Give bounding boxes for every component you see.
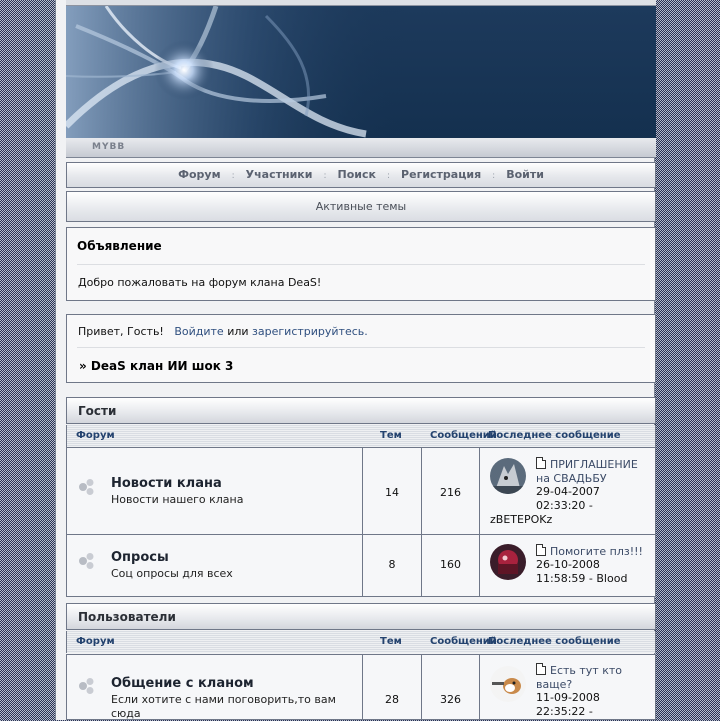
col-last-post: Последнее сообщение — [488, 636, 621, 647]
nav-separator: : — [387, 171, 391, 181]
post-icon — [536, 663, 546, 675]
forum-title-link[interactable]: Общение с кланом — [111, 676, 254, 691]
col-forum: Форум — [76, 636, 115, 647]
wolf-avatar[interactable] — [490, 458, 526, 494]
post-icon — [536, 544, 546, 556]
posts-count: 216 — [440, 486, 461, 499]
posts-count: 326 — [440, 693, 461, 706]
forum-status-icon — [78, 478, 96, 496]
nav-login[interactable]: Войти — [506, 168, 544, 181]
forum-title-link[interactable]: Новости клана — [111, 476, 222, 491]
forum-description: Новости нашего клана — [111, 493, 244, 506]
main-navigation — [66, 162, 656, 188]
col-last-post: Последнее сообщение — [488, 430, 621, 441]
topics-count: 8 — [388, 558, 396, 571]
post-icon — [536, 457, 546, 469]
last-post-title[interactable]: ПРИГЛАШЕНИЕ на СВАДЬБУ — [536, 458, 638, 485]
forum-name-cell — [67, 655, 363, 719]
col-posts: Сообщений — [430, 636, 497, 647]
last-post-date-text: 26-10-2008 11:58:59 - — [536, 558, 600, 585]
active-topics-link[interactable]: Активные темы — [315, 200, 407, 213]
column-headers — [66, 425, 656, 447]
welcome-divider — [77, 347, 645, 348]
topics-count-cell — [363, 655, 422, 719]
posts-count-cell — [422, 448, 480, 534]
col-topics: Тем — [380, 636, 402, 647]
login-link[interactable]: Войдите — [174, 325, 224, 338]
forum-logo-text: MYBB — [92, 142, 126, 152]
nav-forum[interactable]: Форум — [178, 168, 221, 181]
last-post-cell — [480, 535, 655, 596]
forum-row — [66, 535, 656, 597]
announcement-title: Объявление — [77, 239, 162, 253]
forum-row — [66, 447, 656, 535]
last-post-author[interactable]: Blood — [596, 572, 628, 585]
forum-breadcrumb[interactable]: » DeaS клан ИИ шок 3 — [79, 359, 234, 373]
col-topics: Тем — [380, 430, 402, 441]
announcement-text: Добро пожаловать на форум клана DeaS! — [78, 276, 322, 289]
welcome-box — [66, 314, 656, 383]
forum-title-link[interactable]: Опросы — [111, 550, 169, 565]
register-link[interactable]: зарегистрируйтесь. — [252, 325, 368, 338]
forum-description: Если хотите с нами поговорить,то вам сюда — [111, 693, 336, 720]
topics-count-cell — [363, 535, 422, 596]
nav-register[interactable]: Регистрация — [401, 168, 482, 181]
posts-count: 160 — [440, 558, 461, 571]
nav-separator: : — [231, 171, 235, 181]
dog-avatar[interactable] — [490, 666, 526, 702]
last-post-title[interactable]: Помогите плз!!! — [536, 544, 649, 559]
nav-separator: : — [323, 171, 327, 181]
or-text: или — [227, 325, 249, 338]
last-post-title[interactable]: Есть тут кто ваще? — [536, 664, 622, 691]
forum-status-icon — [78, 552, 96, 570]
category-header-guests: Гости — [66, 397, 656, 424]
forum-row — [66, 654, 656, 720]
topics-count: 28 — [385, 693, 399, 706]
forum-name-cell — [67, 535, 363, 596]
forum-status-icon — [78, 677, 96, 695]
last-post-author[interactable]: zBETEPOKz — [490, 513, 553, 526]
topics-count-cell — [363, 448, 422, 534]
nav-members[interactable]: Участники — [245, 168, 313, 181]
topics-count: 14 — [385, 486, 399, 499]
last-post-cell — [480, 448, 655, 534]
welcome-line — [78, 325, 368, 338]
forum-description: Соц опросы для всех — [111, 567, 233, 580]
page-container — [55, 0, 655, 720]
posts-count-cell — [422, 535, 480, 596]
nav-search[interactable]: Поиск — [337, 168, 376, 181]
last-post-cell — [480, 655, 655, 719]
red-mech-avatar[interactable] — [490, 544, 526, 580]
forum-name-cell — [67, 448, 363, 534]
logo-bar — [66, 138, 656, 158]
active-topics-bar — [66, 191, 656, 222]
header-banner — [66, 6, 656, 138]
last-post-date: 29-04-2007 02:33:20 - — [536, 485, 600, 512]
announcement-box — [66, 227, 656, 301]
col-forum: Форум — [76, 430, 115, 441]
last-post-date: 11-09-2008 22:35:22 - — [536, 691, 600, 718]
guest-greeting: Привет, Гость! — [78, 325, 164, 338]
last-post-date — [536, 558, 651, 586]
column-headers — [66, 631, 656, 653]
category-header-users: Пользователи — [66, 603, 656, 630]
nav-separator: : — [492, 171, 496, 181]
banner-artwork — [66, 6, 656, 138]
col-posts: Сообщений — [430, 430, 497, 441]
announcement-divider — [77, 264, 645, 265]
posts-count-cell — [422, 655, 480, 719]
